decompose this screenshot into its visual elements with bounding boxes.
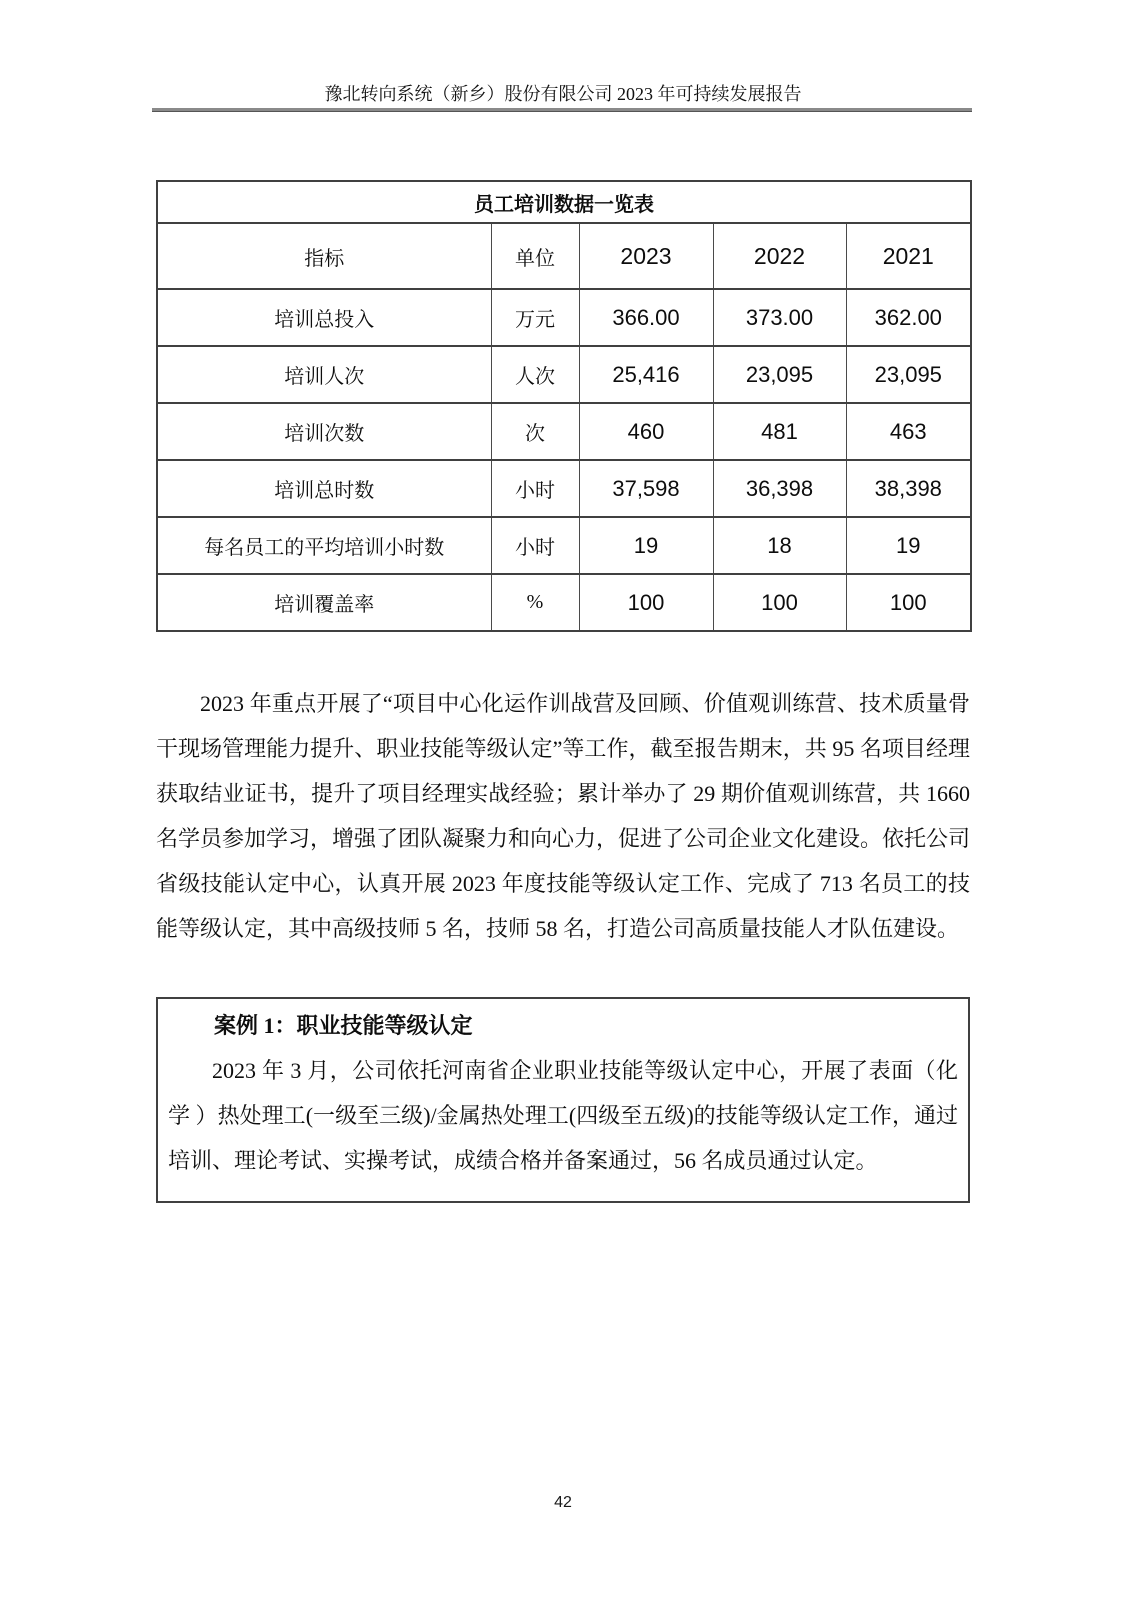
page-header-title: 豫北转向系统（新乡）股份有限公司 2023 年可持续发展报告 [324, 84, 802, 104]
cell-2023: 100 [579, 574, 713, 631]
cell-unit: 人次 [491, 346, 579, 403]
table-title-row [157, 181, 971, 223]
cell-2022: 100 [713, 574, 846, 631]
cell-2021: 19 [846, 517, 971, 574]
cell-indicator: 培训次数 [157, 403, 491, 460]
case-box-title: 案例 1：职业技能等级认定 [214, 1013, 473, 1038]
col-header-2023: 2023 [579, 223, 713, 289]
cell-unit: 次 [491, 403, 579, 460]
col-header-2021: 2021 [846, 223, 971, 289]
cell-indicator: 每名员工的平均培训小时数 [157, 517, 491, 574]
cell-indicator: 培训总时数 [157, 460, 491, 517]
cell-indicator: 培训总投入 [157, 289, 491, 346]
cell-unit: 小时 [491, 460, 579, 517]
table-row [157, 289, 971, 346]
cell-2021: 362.00 [846, 289, 971, 346]
table-row [157, 346, 971, 403]
header-divider [152, 108, 972, 112]
table-row [157, 574, 971, 631]
cell-unit: 万元 [491, 289, 579, 346]
cell-2023: 37,598 [579, 460, 713, 517]
cell-2022: 23,095 [713, 346, 846, 403]
cell-2023: 366.00 [579, 289, 713, 346]
cell-2023: 19 [579, 517, 713, 574]
cell-unit: 小时 [491, 517, 579, 574]
cell-2023: 460 [579, 403, 713, 460]
cell-2021: 38,398 [846, 460, 971, 517]
cell-2021: 463 [846, 403, 971, 460]
cell-2022: 18 [713, 517, 846, 574]
table-row [157, 403, 971, 460]
table-header-row [157, 223, 971, 289]
case-box-body: 2023 年 3 月，公司依托河南省企业职业技能等级认定中心，开展了表面（化学 ）热处理工(一级至三级)/金属热处理工(四级至五级)的技能等级认定工作，通过培训、理论考试、实操考试，成绩合格并备案通过，56 名成员通过认定。 [168, 1058, 958, 1173]
training-data-table [156, 180, 972, 632]
cell-2021: 23,095 [846, 346, 971, 403]
cell-2022: 36,398 [713, 460, 846, 517]
table-row [157, 460, 971, 517]
table-title: 员工培训数据一览表 [157, 181, 971, 223]
body-paragraph: 2023 年重点开展了“项目中心化运作训战营及回顾、价值观训练营、技术质量骨干现场管理能力提升、职业技能等级认定”等工作，截至报告期末，共 95 名项目经理获取结业证书，提升了项目经理实战经验；累计举办了 29 期价值观训练营，共 1660 名学员参加学习，增强了团队凝聚力和向心力，促进了公司企业文化建设。依托公司省级技能认定中心，认真开展 2023 年度技能等级认定工作、完成了 713 名员工的技能等级认定，其中高级技师 5 名，技师 58 名，打造公司高质量技能人才队伍建设。 [156, 691, 971, 941]
cell-2022: 481 [713, 403, 846, 460]
page-number: 42 [554, 1494, 572, 1511]
cell-indicator: 培训覆盖率 [157, 574, 491, 631]
case-box [156, 997, 970, 1203]
table-row [157, 517, 971, 574]
col-header-2022: 2022 [713, 223, 846, 289]
cell-2021: 100 [846, 574, 971, 631]
col-header-unit: 单位 [491, 223, 579, 289]
cell-2022: 373.00 [713, 289, 846, 346]
cell-unit: % [491, 574, 579, 631]
cell-2023: 25,416 [579, 346, 713, 403]
cell-indicator: 培训人次 [157, 346, 491, 403]
col-header-indicator: 指标 [157, 223, 491, 289]
